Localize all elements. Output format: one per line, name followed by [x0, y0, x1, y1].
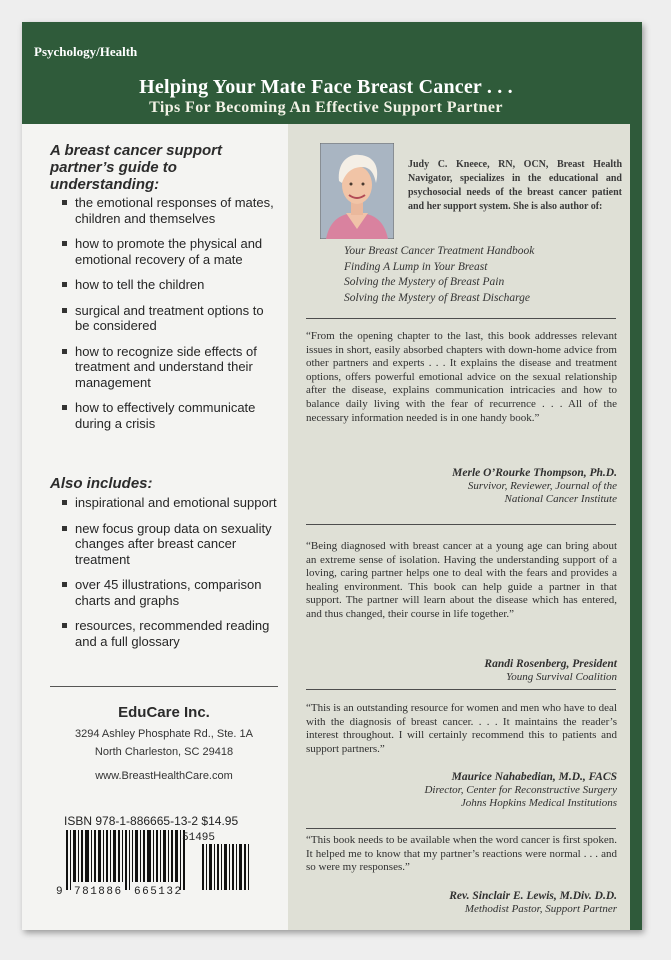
category-label: Psychology/Health	[34, 44, 138, 59]
right-panel	[288, 124, 630, 930]
divider	[306, 524, 616, 525]
spine-edge	[630, 22, 642, 930]
list-item: over 45 illustrations, comparison charts and graphs	[62, 577, 277, 608]
testimonial-role: Johns Hopkins Medical Institutions	[460, 797, 617, 809]
book-title-item: Finding A Lump in Your Breast	[344, 260, 488, 273]
divider	[306, 689, 616, 690]
list-item: how to recognize side effects of treatment and understand their management	[62, 344, 277, 391]
divider	[50, 686, 278, 687]
testimonial-quote: “From the opening chapter to the last, this book addresses relevant issues in short, easily absorbed chapters with down-home advice from other partners and experts . . . It explains the disease and treatment options, offers powerful emotional advice on the sexual relationship after the disease, explains communication intricacies and how to balance daily living with the fear of recurrence . . . All of the necessary information needed is in one handy book.”	[306, 330, 617, 424]
testimonial-attribution	[306, 771, 617, 810]
book-title-item: Solving the Mystery of Breast Discharge	[344, 291, 530, 304]
testimonial-name: Maurice Nahabedian, M.D., FACS	[451, 771, 617, 783]
publisher-website: www.BreastHealthCare.com	[95, 770, 233, 782]
testimonial-attribution	[306, 890, 617, 916]
book-title-item: Solving the Mystery of Breast Pain	[344, 276, 505, 289]
publisher-name: EduCare Inc.	[118, 704, 210, 721]
also-includes-list	[62, 495, 277, 649]
testimonial-quote: “This book needs to be available when the word cancer is first spoken. It helped me to know that my partner’s reactions were normal . . . and so were my responses.”	[306, 834, 617, 874]
testimonial-role: Methodist Pastor, Support Partner	[464, 903, 617, 915]
understanding-list	[62, 195, 277, 431]
testimonial-name: Randi Rosenberg, President	[484, 658, 617, 670]
testimonial-role: Director, Center for Reconstructive Surgery	[424, 784, 617, 796]
testimonial-name: Rev. Sinclair E. Lewis, M.Div. D.D.	[449, 890, 617, 902]
isbn-price: ISBN 978-1-886665-13-2 $14.95	[64, 814, 239, 828]
list-item: how to promote the physical and emotional recovery of a mate	[62, 236, 277, 267]
list-item: how to effectively communicate during a crisis	[62, 400, 277, 431]
barcode-digits-left: 781886	[74, 886, 123, 898]
list-item: inspirational and emotional support	[62, 495, 277, 511]
book-back-cover	[22, 22, 642, 930]
testimonial-role: National Cancer Institute	[504, 493, 617, 505]
testimonial-attribution	[306, 467, 617, 506]
testimonial-quote: “Being diagnosed with breast cancer at a young age can bring about an extreme sense of isolation. Having the understanding support of a loving, caring partner helps one to deal with the fears and provides a healing environment. This book can help guide a partner in that support. The partner will learn about the disease which has entered, and thus changed, their course in life together.”	[306, 540, 617, 620]
divider	[306, 828, 616, 829]
barcode-lead-digit: 9	[56, 886, 63, 898]
book-title-item: Your Breast Cancer Treatment Handbook	[344, 245, 535, 257]
barcode-graphic	[62, 826, 260, 890]
author-bio: Judy C. Kneece, RN, OCN, Breast Health Navigator, specializes in the educational and psychosocial needs of the breast cancer patient and her support system. She is also author of:	[408, 159, 622, 212]
title-banner	[22, 22, 630, 124]
testimonial-quote: “This is an outstanding resource for women and men who have to deal with the diagnosis of breast cancer. . . . It maintains the reader’s interest throughout. I will certainly recommend this to patients and support partners.”	[306, 702, 617, 755]
book-subtitle: Tips For Becoming An Effective Support Partner	[149, 99, 503, 116]
author-photo	[320, 143, 394, 239]
testimonial-attribution	[306, 658, 617, 684]
list-item: the emotional responses of mates, children and themselves	[62, 195, 277, 226]
publisher-address-line1: 3294 Ashley Phosphate Rd., Ste. 1A	[75, 728, 253, 740]
left-panel	[22, 124, 288, 930]
book-title: Helping Your Mate Face Breast Cancer . . .	[139, 76, 513, 98]
list-item: new focus group data on sexuality changes after breast cancer treatment	[62, 521, 277, 568]
testimonial-role: Survivor, Reviewer, Journal of the	[467, 480, 617, 492]
list-item: surgical and treatment options to be considered	[62, 303, 277, 334]
list-item: how to tell the children	[62, 277, 277, 293]
divider	[306, 318, 616, 319]
also-includes-heading: Also includes:	[50, 475, 153, 492]
author-books-list	[344, 244, 534, 306]
intro-heading: A breast cancer support partner’s guide to understanding:	[50, 142, 222, 193]
testimonial-role: Young Survival Coalition	[506, 671, 617, 683]
publisher-address-line2: North Charleston, SC 29418	[94, 746, 234, 758]
list-item: resources, recommended reading and a full glossary	[62, 618, 277, 649]
testimonial-name: Merle O’Rourke Thompson, Ph.D.	[452, 467, 617, 479]
barcode-digits-right: 665132	[134, 886, 183, 898]
price-code: 51495	[182, 832, 216, 844]
